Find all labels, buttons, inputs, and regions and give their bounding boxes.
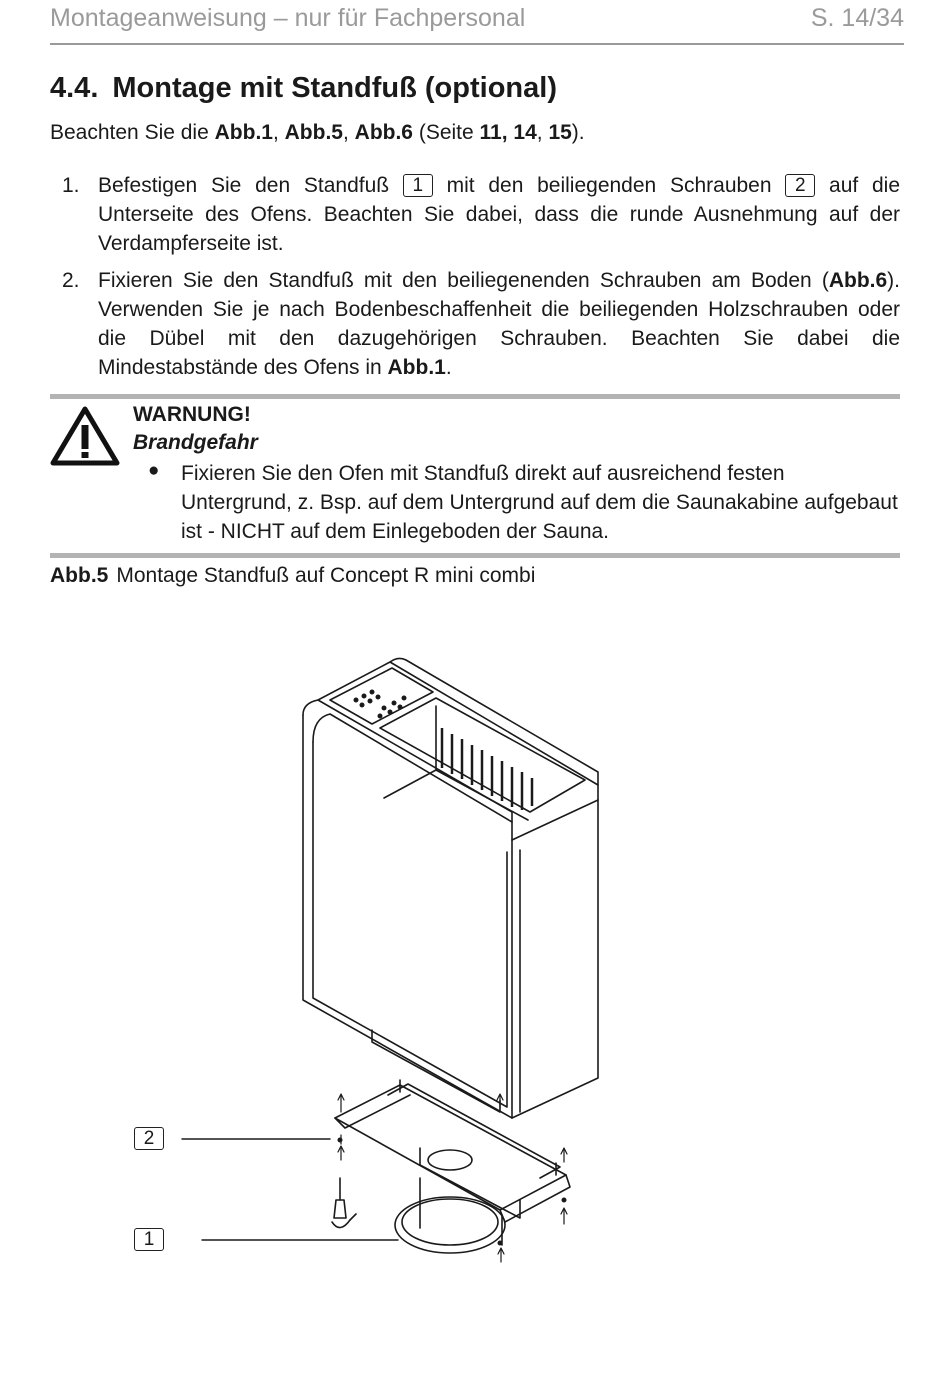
- heater-top-rim: [303, 658, 598, 840]
- steps-list: [60, 171, 900, 390]
- assembly-illustration: [0, 600, 950, 1300]
- foot-pedestal: [395, 1178, 505, 1253]
- warning-heading: WARNUNG!: [133, 403, 251, 426]
- ref-abb6: Abb.6: [354, 121, 413, 144]
- intro-paragraph: [50, 121, 585, 145]
- ref-abb1: Abb.1: [214, 121, 273, 144]
- bullet-icon: ●: [148, 460, 160, 481]
- section-number: 4.4.: [50, 72, 99, 104]
- intro-text: (Seite: [413, 121, 480, 144]
- step-number: 1.: [62, 174, 80, 197]
- warning-subheading: Brandgefahr: [133, 431, 258, 454]
- intro-text: ,: [536, 121, 549, 144]
- section-title-text: Montage mit Standfuß (optional): [112, 72, 557, 104]
- step-text: Fixieren Sie den Standfuß mit den beiliegenenden Schrauben am Boden (: [98, 269, 829, 292]
- ref-abb5: Abb.5: [284, 121, 343, 144]
- step-text: auf die Unterseite des Ofens. Beachten Sie dabei, dass die runde Ausnehmung auf der Verdampferseite ist.: [98, 174, 901, 255]
- callout-box: 2: [785, 174, 815, 197]
- header-title: Montageanweisung – nur für Fachpersonal: [50, 4, 526, 32]
- ref-abb6: Abb.6: [828, 269, 888, 292]
- callout-2: 2: [134, 1127, 164, 1150]
- warning-text: Fixieren Sie den Ofen mit Standfuß direkt auf ausreichend festen Untergrund, z. Bsp. auf dem Untergrund auf dem die Saunakabine aufgebaut ist - NICHT auf dem Einlegeboden der Sauna.: [181, 462, 898, 543]
- step-item: [60, 266, 900, 382]
- ref-page: 15: [548, 121, 572, 144]
- callout-box: 1: [403, 174, 433, 197]
- intro-text: Beachten Sie die: [50, 121, 215, 144]
- screwdriver-icon: [332, 1178, 356, 1228]
- intro-text: ,: [342, 121, 355, 144]
- page-header: [50, 0, 904, 45]
- step-text: .: [445, 356, 452, 379]
- page-number: S. 14/34: [810, 4, 904, 32]
- figure-caption: [50, 564, 535, 588]
- heater-side-panel: [512, 800, 598, 1118]
- heater-front-panel: [303, 715, 512, 1118]
- intro-text: ,: [272, 121, 285, 144]
- step-text: ). Verwenden Sie je nach Bodenbeschaffenheit die beiliegenden Holzschrauben oder die Dübel mit den dazugehörigen Schrauben. Beachten Sie dabei die Mindestabstände des Ofens in: [98, 269, 900, 379]
- figure-label: Abb.5: [50, 564, 109, 587]
- warning-triangle-icon: [50, 405, 120, 467]
- base-stand: [335, 1080, 570, 1222]
- step-number: 2.: [62, 269, 80, 292]
- figure-caption-text: Montage Standfuß auf Concept R mini combi: [116, 564, 536, 587]
- step-text: Befestigen Sie den Standfuß: [98, 174, 403, 197]
- warning-box: [50, 394, 900, 558]
- step-text: mit den beiliegenden Schrauben: [432, 174, 786, 197]
- section-title: [50, 72, 557, 105]
- step-item: [60, 171, 900, 258]
- ref-abb1: Abb.1: [387, 356, 446, 379]
- screw-arrows: [338, 1094, 567, 1262]
- callout-1: 1: [134, 1228, 164, 1251]
- ref-pages: 11, 14: [479, 121, 537, 144]
- intro-text: ).: [571, 121, 585, 144]
